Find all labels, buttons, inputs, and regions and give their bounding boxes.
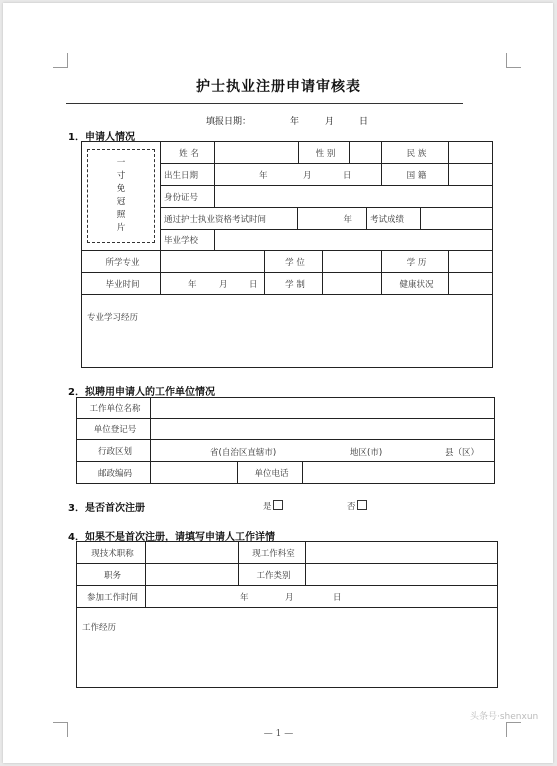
birth-date-field[interactable] <box>214 163 382 186</box>
graduation-day-unit: 日 <box>249 280 258 290</box>
graduation-month-unit: 月 <box>219 280 228 290</box>
work-type-label: 工作类别 <box>238 563 306 586</box>
unit-name-field[interactable] <box>150 397 495 419</box>
exam-year-field[interactable]: 年 <box>297 207 367 230</box>
unit-reg-field[interactable] <box>150 418 495 440</box>
id-number-label: 身份证号 <box>160 185 215 208</box>
start-work-field[interactable] <box>145 585 498 608</box>
province-unit: 省(自治区直辖市) <box>210 448 277 458</box>
current-dept-label: 现工作科室 <box>238 541 306 564</box>
gender-field[interactable] <box>349 141 382 164</box>
unit-phone-label: 单位电话 <box>237 461 303 484</box>
current-dept-field[interactable] <box>305 541 498 564</box>
health-field[interactable] <box>448 272 493 295</box>
section2-heading: 2．拟聘用申请人的工作单位情况 <box>68 387 215 398</box>
no-label: 否 <box>347 502 356 512</box>
crop-mark <box>53 53 68 68</box>
crop-mark <box>506 53 521 68</box>
title-divider <box>66 103 463 104</box>
fill-date-year: 年 <box>290 117 300 127</box>
photo-char: 一 <box>116 158 126 168</box>
no-checkbox[interactable] <box>357 500 367 510</box>
page-title: 护士执业注册申请审核表 <box>196 79 361 95</box>
work-type-field[interactable] <box>305 563 498 586</box>
yes-label: 是 <box>263 502 272 512</box>
study-system-label: 学 制 <box>264 272 323 295</box>
photo-char: 免 <box>116 184 126 194</box>
section4-heading: 4．如果不是首次注册，请填写申请人工作详情 <box>68 532 275 543</box>
major-field[interactable] <box>160 250 265 273</box>
fill-date-day: 日 <box>359 117 369 127</box>
unit-name-label: 工作单位名称 <box>76 397 151 419</box>
first-reg-no[interactable] <box>347 500 367 512</box>
start-work-label: 参加工作时间 <box>76 585 146 608</box>
major-label: 所学专业 <box>81 250 161 273</box>
study-system-field[interactable] <box>322 272 382 295</box>
postcode-label: 邮政编码 <box>76 461 151 484</box>
photo-char: 冠 <box>116 197 126 207</box>
page-number: — 1 — <box>263 729 294 739</box>
region-field[interactable] <box>150 439 495 462</box>
unit-reg-label: 单位登记号 <box>76 418 151 440</box>
birth-date-label: 出生日期 <box>160 163 215 186</box>
photo-char: 寸 <box>116 171 126 181</box>
exam-score-label: 考试成绩 <box>366 207 421 230</box>
fill-date-label: 填报日期： <box>206 117 252 127</box>
photo-char: 照 <box>116 210 126 220</box>
graduation-time-label: 毕业时间 <box>81 272 161 295</box>
city-unit: 地区(市) <box>350 448 383 458</box>
county-unit: 县（区） <box>445 448 480 458</box>
name-field[interactable] <box>214 141 299 164</box>
degree-label: 学 位 <box>264 250 323 273</box>
unit-phone-field[interactable] <box>302 461 495 484</box>
start-day-unit: 日 <box>333 593 342 603</box>
tech-title-field[interactable] <box>145 541 239 564</box>
work-experience-field[interactable]: 工作经历 <box>76 607 498 688</box>
fill-date-month: 月 <box>325 117 335 127</box>
nationality-field[interactable] <box>448 163 493 186</box>
education-label: 学 历 <box>381 250 449 273</box>
exam-score-field[interactable] <box>420 207 493 230</box>
position-field[interactable] <box>145 563 239 586</box>
position-label: 职务 <box>76 563 146 586</box>
education-field[interactable] <box>448 250 493 273</box>
section1-heading: 1．申请人情况 <box>68 132 135 143</box>
start-year-unit: 年 <box>240 593 249 603</box>
postcode-field[interactable] <box>150 461 238 484</box>
gender-label: 性 别 <box>298 141 350 164</box>
ethnicity-label: 民 族 <box>381 141 449 164</box>
photo-char: 片 <box>116 223 126 233</box>
health-label: 健康状况 <box>381 272 449 295</box>
exam-time-label: 通过护士执业资格考试时间 <box>160 207 298 230</box>
watermark: 头条号·shenxun <box>470 712 539 722</box>
tech-title-label: 现技术职称 <box>76 541 146 564</box>
name-label: 姓 名 <box>160 141 215 164</box>
study-experience-field[interactable]: 专业学习经历 <box>81 294 493 368</box>
id-number-field[interactable] <box>214 185 493 208</box>
graduate-school-field[interactable] <box>214 229 493 251</box>
section3-heading: 3．是否首次注册 <box>68 503 145 514</box>
ethnicity-field[interactable] <box>448 141 493 164</box>
first-reg-yes[interactable] <box>263 500 283 512</box>
birth-month-unit: 月 <box>303 171 312 181</box>
nationality-label: 国 籍 <box>381 163 449 186</box>
photo-box[interactable] <box>87 149 155 243</box>
graduation-year-unit: 年 <box>188 280 197 290</box>
start-month-unit: 月 <box>285 593 294 603</box>
birth-day-unit: 日 <box>343 171 352 181</box>
birth-year-unit: 年 <box>259 171 268 181</box>
degree-field[interactable] <box>322 250 382 273</box>
graduate-school-label: 毕业学校 <box>160 229 215 251</box>
region-label: 行政区划 <box>76 439 151 462</box>
yes-checkbox[interactable] <box>273 500 283 510</box>
